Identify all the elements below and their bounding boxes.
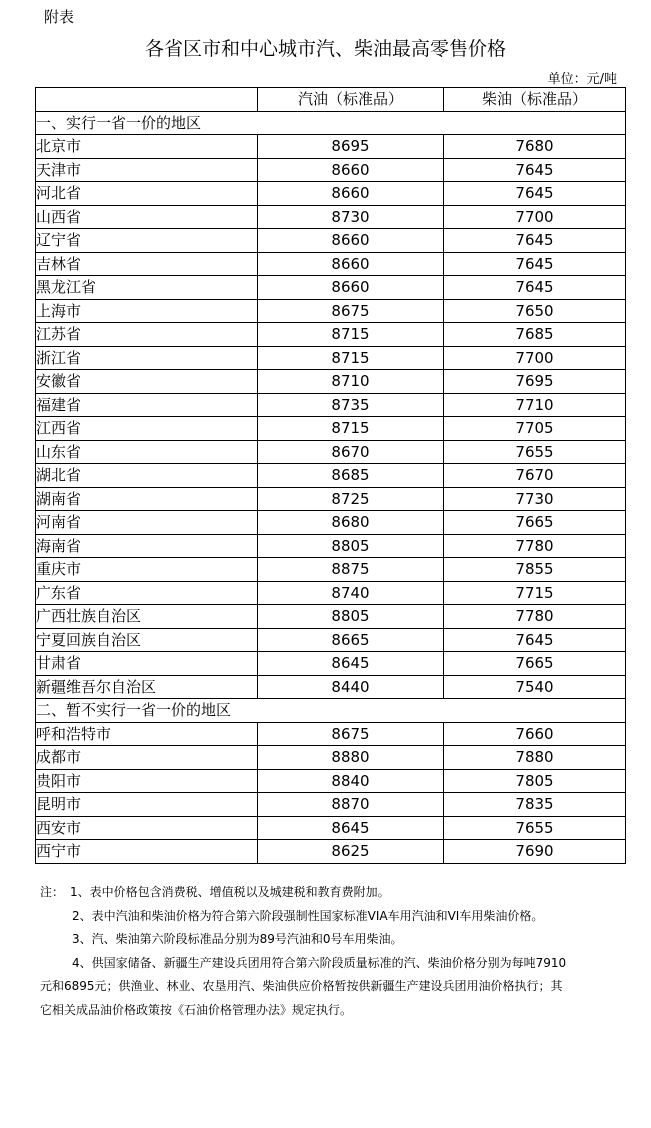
table-row [36, 252, 626, 276]
gasoline-price-cell: 8740 [258, 581, 444, 605]
gasoline-price-cell: 8805 [258, 534, 444, 558]
table-row [36, 840, 626, 864]
note-line: 2、表中汽油和柴油价格为符合第六阶段强制性国家标准VIA车用汽油和VI车用柴油价格。 [72, 908, 544, 923]
gasoline-price-cell: 8670 [258, 440, 444, 464]
diesel-price-cell: 7730 [444, 487, 626, 511]
table-row [36, 417, 626, 441]
table-header-row [36, 88, 626, 112]
region-cell: 辽宁省 [36, 229, 258, 253]
diesel-price-cell: 7705 [444, 417, 626, 441]
diesel-price-cell: 7685 [444, 323, 626, 347]
table-row [36, 628, 626, 652]
table-row [36, 205, 626, 229]
region-cell: 吉林省 [36, 252, 258, 276]
diesel-price-cell: 7540 [444, 675, 626, 699]
table-row [36, 558, 626, 582]
header-gasoline: 汽油（标准品） [258, 88, 444, 112]
section-title: 二、暂不实行一省一价的地区 [36, 699, 626, 723]
table-row [36, 746, 626, 770]
diesel-price-cell: 7680 [444, 135, 626, 159]
table-row [36, 135, 626, 159]
table-row [36, 534, 626, 558]
table-row [36, 440, 626, 464]
notes-section [40, 881, 625, 1022]
diesel-price-cell: 7645 [444, 182, 626, 206]
gasoline-price-cell: 8660 [258, 276, 444, 300]
header-blank [36, 88, 258, 112]
gasoline-price-cell: 8725 [258, 487, 444, 511]
region-cell: 西宁市 [36, 840, 258, 864]
diesel-price-cell: 7835 [444, 793, 626, 817]
diesel-price-cell: 7670 [444, 464, 626, 488]
diesel-price-cell: 7700 [444, 346, 626, 370]
diesel-price-cell: 7655 [444, 816, 626, 840]
gasoline-price-cell: 8660 [258, 182, 444, 206]
gasoline-price-cell: 8730 [258, 205, 444, 229]
diesel-price-cell: 7665 [444, 652, 626, 676]
note-line: 4、供国家储备、新疆生产建设兵团用符合第六阶段质量标准的汽、柴油价格分别为每吨7910 [72, 955, 567, 970]
gasoline-price-cell: 8675 [258, 722, 444, 746]
gasoline-price-cell: 8665 [258, 628, 444, 652]
region-cell: 湖南省 [36, 487, 258, 511]
gasoline-price-cell: 8625 [258, 840, 444, 864]
region-cell: 呼和浩特市 [36, 722, 258, 746]
diesel-price-cell: 7645 [444, 276, 626, 300]
table-row [36, 605, 626, 629]
diesel-price-cell: 7655 [444, 440, 626, 464]
diesel-price-cell: 7645 [444, 158, 626, 182]
gasoline-price-cell: 8660 [258, 158, 444, 182]
diesel-price-cell: 7710 [444, 393, 626, 417]
region-cell: 天津市 [36, 158, 258, 182]
page-title: 各省区市和中心城市汽、柴油最高零售价格 [144, 38, 506, 60]
gasoline-price-cell: 8880 [258, 746, 444, 770]
diesel-price-cell: 7805 [444, 769, 626, 793]
table-row [36, 511, 626, 535]
gasoline-price-cell: 8685 [258, 464, 444, 488]
region-cell: 贵阳市 [36, 769, 258, 793]
table-row [36, 299, 626, 323]
region-cell: 江苏省 [36, 323, 258, 347]
region-cell: 广东省 [36, 581, 258, 605]
unit-label: 单位：元/吨 [547, 72, 617, 87]
region-cell: 山西省 [36, 205, 258, 229]
region-cell: 江西省 [36, 417, 258, 441]
region-cell: 山东省 [36, 440, 258, 464]
diesel-price-cell: 7715 [444, 581, 626, 605]
table-row [36, 652, 626, 676]
region-cell: 昆明市 [36, 793, 258, 817]
table-row [36, 722, 626, 746]
region-cell: 上海市 [36, 299, 258, 323]
table-row [36, 158, 626, 182]
region-cell: 新疆维吾尔自治区 [36, 675, 258, 699]
region-cell: 河南省 [36, 511, 258, 535]
diesel-price-cell: 7780 [444, 534, 626, 558]
gasoline-price-cell: 8660 [258, 229, 444, 253]
gasoline-price-cell: 8840 [258, 769, 444, 793]
note-line: 3、汽、柴油第六阶段标准品分别为89号汽油和0号车用柴油。 [72, 932, 403, 946]
gasoline-price-cell: 8710 [258, 370, 444, 394]
region-cell: 甘肃省 [36, 652, 258, 676]
price-table [35, 87, 626, 864]
table-row [36, 769, 626, 793]
gasoline-price-cell: 8675 [258, 299, 444, 323]
table-row [36, 487, 626, 511]
gasoline-price-cell: 8440 [258, 675, 444, 699]
table-row [36, 393, 626, 417]
table-row [36, 675, 626, 699]
diesel-price-cell: 7695 [444, 370, 626, 394]
diesel-price-cell: 7660 [444, 722, 626, 746]
diesel-price-cell: 7650 [444, 299, 626, 323]
gasoline-price-cell: 8715 [258, 417, 444, 441]
gasoline-price-cell: 8645 [258, 652, 444, 676]
table-row [36, 182, 626, 206]
region-cell: 河北省 [36, 182, 258, 206]
note-line: 注： 1、表中价格包含消费税、增值税以及城建税和教育费附加。 [40, 885, 390, 899]
region-cell: 福建省 [36, 393, 258, 417]
gasoline-price-cell: 8805 [258, 605, 444, 629]
section-title: 一、实行一省一价的地区 [36, 111, 626, 135]
region-cell: 成都市 [36, 746, 258, 770]
region-cell: 黑龙江省 [36, 276, 258, 300]
diesel-price-cell: 7780 [444, 605, 626, 629]
diesel-price-cell: 7700 [444, 205, 626, 229]
section-row [36, 111, 626, 135]
table-row [36, 276, 626, 300]
table-row [36, 793, 626, 817]
gasoline-price-cell: 8680 [258, 511, 444, 535]
diesel-price-cell: 7690 [444, 840, 626, 864]
gasoline-price-cell: 8715 [258, 323, 444, 347]
diesel-price-cell: 7855 [444, 558, 626, 582]
header-diesel: 柴油（标准品） [444, 88, 626, 112]
gasoline-price-cell: 8695 [258, 135, 444, 159]
table-row [36, 229, 626, 253]
gasoline-price-cell: 8645 [258, 816, 444, 840]
table-row [36, 370, 626, 394]
table-row [36, 816, 626, 840]
table-row [36, 464, 626, 488]
note-line: 元和6895元；供渔业、林业、农垦用汽、柴油供应价格暂按供新疆生产建设兵团用油价格执行；其 [40, 979, 563, 993]
region-cell: 西安市 [36, 816, 258, 840]
table-row [36, 581, 626, 605]
gasoline-price-cell: 8660 [258, 252, 444, 276]
gasoline-price-cell: 8735 [258, 393, 444, 417]
table-row [36, 346, 626, 370]
gasoline-price-cell: 8870 [258, 793, 444, 817]
region-cell: 安徽省 [36, 370, 258, 394]
region-cell: 重庆市 [36, 558, 258, 582]
gasoline-price-cell: 8715 [258, 346, 444, 370]
region-cell: 浙江省 [36, 346, 258, 370]
region-cell: 北京市 [36, 135, 258, 159]
region-cell: 宁夏回族自治区 [36, 628, 258, 652]
region-cell: 广西壮族自治区 [36, 605, 258, 629]
diesel-price-cell: 7645 [444, 252, 626, 276]
section-row [36, 699, 626, 723]
region-cell: 湖北省 [36, 464, 258, 488]
note-line: 它相关成品油价格政策按《石油价格管理办法》规定执行。 [40, 1002, 353, 1017]
region-cell: 海南省 [36, 534, 258, 558]
gasoline-price-cell: 8875 [258, 558, 444, 582]
table-row [36, 323, 626, 347]
appendix-label: 附表 [44, 8, 75, 26]
diesel-price-cell: 7880 [444, 746, 626, 770]
diesel-price-cell: 7665 [444, 511, 626, 535]
diesel-price-cell: 7645 [444, 229, 626, 253]
diesel-price-cell: 7645 [444, 628, 626, 652]
